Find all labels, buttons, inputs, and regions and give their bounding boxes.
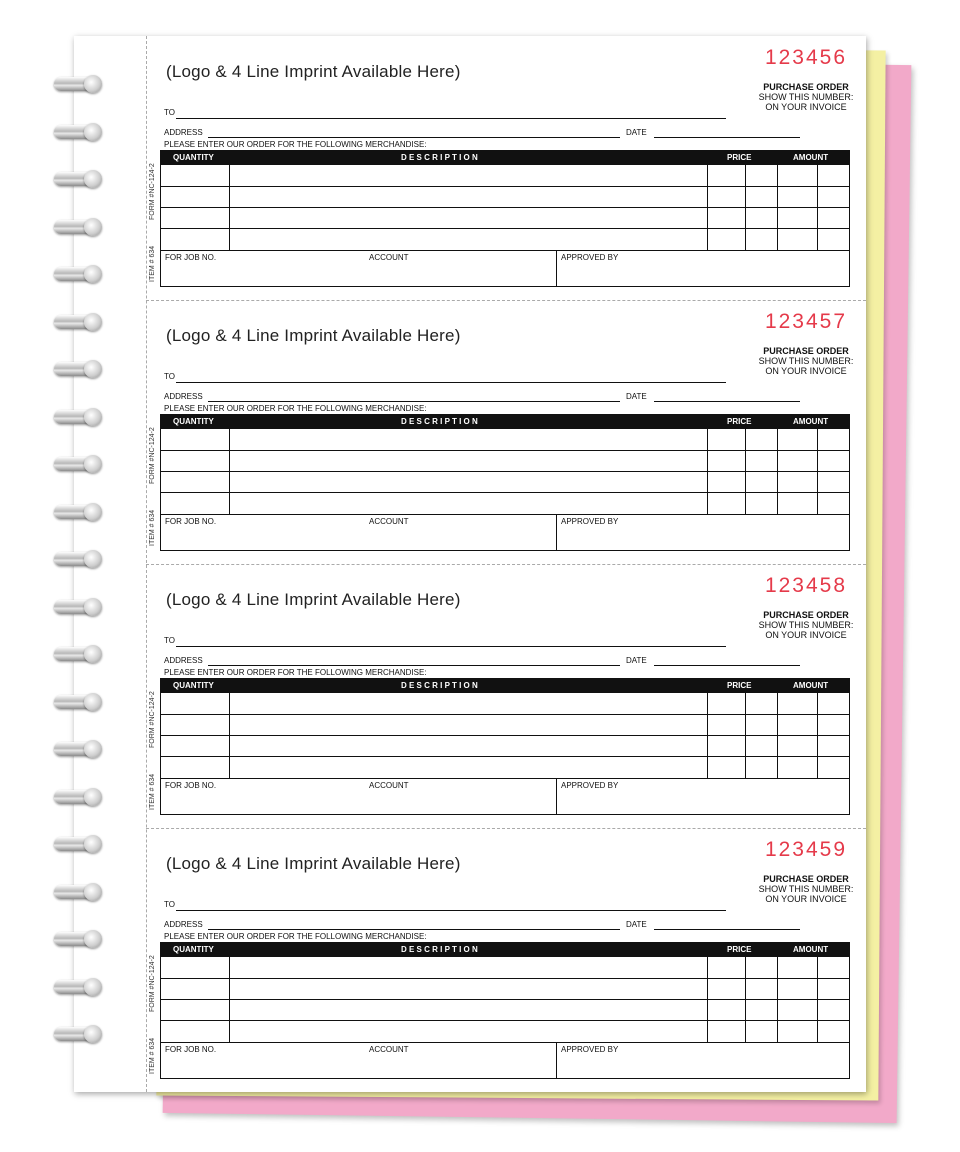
po-show-number-note: SHOW THIS NUMBER: xyxy=(758,884,854,894)
job-no-label: FOR JOB NO. xyxy=(165,781,217,790)
date-field[interactable] xyxy=(654,929,800,930)
white-original-sheet xyxy=(74,36,866,1092)
to-field[interactable] xyxy=(176,118,726,119)
spiral-ring xyxy=(54,928,110,950)
order-items-table xyxy=(160,414,850,515)
job-no-label: FOR JOB NO. xyxy=(165,1045,217,1054)
approved-by-label: APPROVED BY xyxy=(561,1045,619,1054)
account-label: ACCOUNT xyxy=(369,1045,409,1054)
po-invoice-note: ON YOUR INVOICE xyxy=(765,102,847,112)
logo-imprint-placeholder: (Logo & 4 Line Imprint Available Here) xyxy=(166,62,461,81)
amount-header: AMOUNT xyxy=(793,153,829,162)
order-items-table xyxy=(160,942,850,1043)
po-invoice-note: ON YOUR INVOICE xyxy=(765,630,847,640)
price-header: PRICE xyxy=(727,945,752,954)
approval-row xyxy=(160,778,850,815)
description-header: D E S C R I P T I O N xyxy=(401,945,478,954)
date-field[interactable] xyxy=(654,665,800,666)
description-header: D E S C R I P T I O N xyxy=(401,681,478,690)
spiral-ring xyxy=(54,691,110,713)
quantity-header: QUANTITY xyxy=(173,945,214,954)
quantity-header: QUANTITY xyxy=(173,681,214,690)
to-field[interactable] xyxy=(176,910,726,911)
price-header: PRICE xyxy=(727,417,752,426)
po-invoice-note: ON YOUR INVOICE xyxy=(765,894,847,904)
po-number: 123457 xyxy=(764,310,848,333)
spiral-ring xyxy=(54,263,110,285)
approval-row xyxy=(160,250,850,287)
spiral-ring xyxy=(54,596,110,618)
approval-row xyxy=(160,514,850,551)
approved-by-label: APPROVED BY xyxy=(561,781,619,790)
address-label: ADDRESS xyxy=(164,920,203,929)
po-invoice-note: ON YOUR INVOICE xyxy=(765,366,847,376)
address-label: ADDRESS xyxy=(164,128,203,137)
spiral-ring xyxy=(54,786,110,808)
order-instruction: PLEASE ENTER OUR ORDER FOR THE FOLLOWING MERCHANDISE: xyxy=(164,404,427,413)
logo-imprint-placeholder: (Logo & 4 Line Imprint Available Here) xyxy=(166,854,461,873)
form-code: FORM #NC-124-2 xyxy=(149,163,156,220)
amount-header: AMOUNT xyxy=(793,417,829,426)
address-field[interactable] xyxy=(208,137,620,138)
to-label: TO xyxy=(164,372,175,381)
address-field[interactable] xyxy=(208,665,620,666)
description-header: D E S C R I P T I O N xyxy=(401,153,478,162)
quantity-header: QUANTITY xyxy=(173,153,214,162)
po-number: 123458 xyxy=(764,574,848,597)
approval-row xyxy=(160,1042,850,1079)
to-label: TO xyxy=(164,636,175,645)
price-header: PRICE xyxy=(727,153,752,162)
to-field[interactable] xyxy=(176,382,726,383)
account-label: ACCOUNT xyxy=(369,253,409,262)
approved-by-label: APPROVED BY xyxy=(561,253,619,262)
spiral-ring xyxy=(54,1023,110,1045)
spiral-ring xyxy=(54,976,110,998)
date-label: DATE xyxy=(626,392,647,401)
po-show-number-note: SHOW THIS NUMBER: xyxy=(758,620,854,630)
spiral-ring xyxy=(54,643,110,665)
spiral-ring xyxy=(54,73,110,95)
order-instruction: PLEASE ENTER OUR ORDER FOR THE FOLLOWING MERCHANDISE: xyxy=(164,932,427,941)
to-label: TO xyxy=(164,900,175,909)
date-label: DATE xyxy=(626,128,647,137)
spiral-ring xyxy=(54,311,110,333)
job-no-label: FOR JOB NO. xyxy=(165,517,217,526)
description-header: D E S C R I P T I O N xyxy=(401,417,478,426)
po-title: PURCHASE ORDER xyxy=(763,82,849,92)
form-code: FORM #NC-124-2 xyxy=(149,691,156,748)
item-code: ITEM # 634 xyxy=(149,773,156,810)
spiral-ring xyxy=(54,358,110,380)
po-show-number-note: SHOW THIS NUMBER: xyxy=(758,356,854,366)
purchase-order-form xyxy=(146,300,866,565)
table-header xyxy=(161,415,849,429)
account-label: ACCOUNT xyxy=(369,781,409,790)
table-header xyxy=(161,679,849,693)
po-title: PURCHASE ORDER xyxy=(763,874,849,884)
spiral-ring xyxy=(54,881,110,903)
table-header xyxy=(161,151,849,165)
purchase-order-form xyxy=(146,564,866,829)
order-instruction: PLEASE ENTER OUR ORDER FOR THE FOLLOWING MERCHANDISE: xyxy=(164,668,427,677)
po-show-number-note: SHOW THIS NUMBER: xyxy=(758,92,854,102)
address-field[interactable] xyxy=(208,929,620,930)
date-field[interactable] xyxy=(654,137,800,138)
logo-imprint-placeholder: (Logo & 4 Line Imprint Available Here) xyxy=(166,590,461,609)
quantity-header: QUANTITY xyxy=(173,417,214,426)
spiral-ring xyxy=(54,453,110,475)
binding-stub xyxy=(74,36,147,1092)
address-label: ADDRESS xyxy=(164,392,203,401)
po-title: PURCHASE ORDER xyxy=(763,346,849,356)
spiral-ring xyxy=(54,406,110,428)
account-label: ACCOUNT xyxy=(369,517,409,526)
po-number: 123459 xyxy=(764,838,848,861)
address-label: ADDRESS xyxy=(164,656,203,665)
spiral-ring xyxy=(54,833,110,855)
date-label: DATE xyxy=(626,656,647,665)
item-code: ITEM # 634 xyxy=(149,1037,156,1074)
spiral-ring xyxy=(54,216,110,238)
spiral-ring xyxy=(54,548,110,570)
amount-header: AMOUNT xyxy=(793,681,829,690)
item-code: ITEM # 634 xyxy=(149,509,156,546)
spiral-ring xyxy=(54,501,110,523)
item-code: ITEM # 634 xyxy=(149,245,156,282)
order-items-table xyxy=(160,678,850,779)
purchase-order-form xyxy=(146,828,866,1092)
date-field[interactable] xyxy=(654,401,800,402)
order-instruction: PLEASE ENTER OUR ORDER FOR THE FOLLOWING MERCHANDISE: xyxy=(164,140,427,149)
to-field[interactable] xyxy=(176,646,726,647)
spiral-ring xyxy=(54,168,110,190)
table-header xyxy=(161,943,849,957)
form-code: FORM #NC-124-2 xyxy=(149,427,156,484)
spiral-ring xyxy=(54,738,110,760)
po-number: 123456 xyxy=(764,46,848,69)
spiral-ring xyxy=(54,121,110,143)
job-no-label: FOR JOB NO. xyxy=(165,253,217,262)
purchase-order-form xyxy=(146,36,866,301)
price-header: PRICE xyxy=(727,681,752,690)
amount-header: AMOUNT xyxy=(793,945,829,954)
date-label: DATE xyxy=(626,920,647,929)
approved-by-label: APPROVED BY xyxy=(561,517,619,526)
order-items-table xyxy=(160,150,850,251)
form-code: FORM #NC-124-2 xyxy=(149,955,156,1012)
address-field[interactable] xyxy=(208,401,620,402)
logo-imprint-placeholder: (Logo & 4 Line Imprint Available Here) xyxy=(166,326,461,345)
po-title: PURCHASE ORDER xyxy=(763,610,849,620)
to-label: TO xyxy=(164,108,175,117)
